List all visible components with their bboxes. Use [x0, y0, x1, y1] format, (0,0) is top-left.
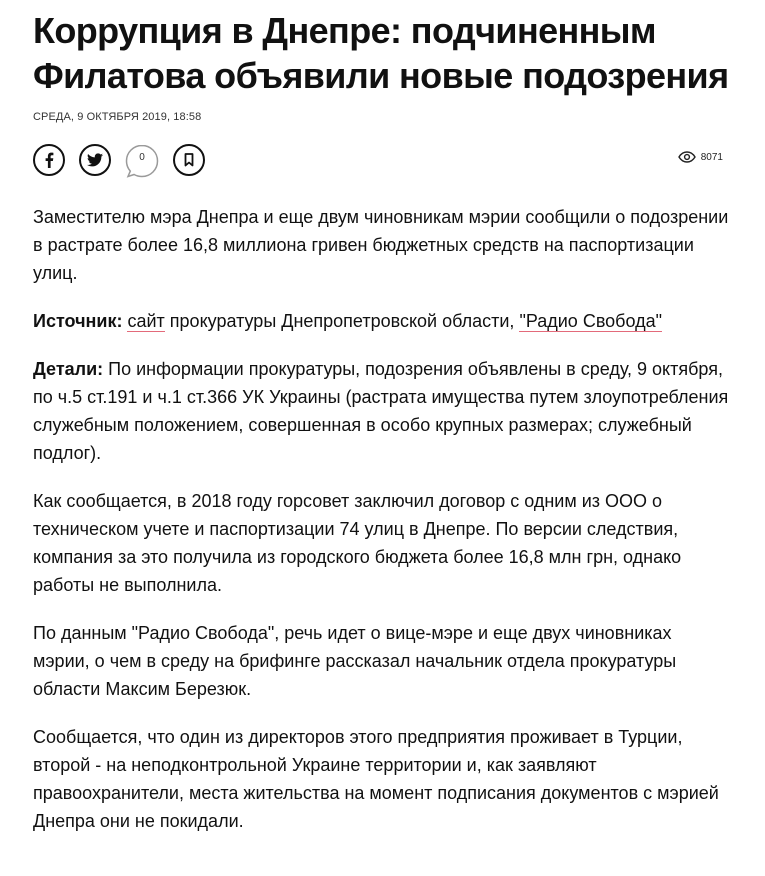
eye-icon	[678, 151, 696, 163]
paragraph-source	[33, 307, 733, 335]
article-body	[33, 203, 733, 835]
bookmark-button[interactable]	[173, 144, 205, 176]
views-count: 8071	[700, 151, 723, 163]
article-title: Коррупция в Днепре: подчиненным Филатова объявили новые подозрения	[33, 10, 729, 96]
bookmark-icon	[184, 153, 194, 167]
facebook-share-button[interactable]	[33, 144, 65, 176]
paragraph-intro: Заместителю мэра Днепра и еще двум чиновникам мэрии сообщили о подозрении в растрате более 16,8 миллиона гривен бюджетных средств на паспортизации улиц.	[33, 207, 729, 283]
paragraph-radio-svoboda: По данным "Радио Свобода", речь идет о вице-мэре и еще двух чиновниках мэрии, о чем в среду на брифинге рассказал начальник отдела прокуратуры области Максим Березюк.	[33, 623, 677, 699]
article	[33, 0, 733, 855]
details-text: По информации прокуратуры, подозрения объявлены в среду, 9 октября, по ч.5 ст.191 и ч.1 ст.366 УК Украины (растрата имущества путем злоупотребления служебным положением, совершенная в особо крупных размерах; служебный подлог).	[33, 359, 729, 463]
comments-button[interactable]	[125, 144, 159, 178]
facebook-icon	[42, 152, 56, 168]
share-bar	[33, 144, 723, 178]
article-date: СРЕДА, 9 ОКТЯБРЯ 2019, 18:58	[33, 111, 202, 123]
source-text: прокуратуры Днепропетровской области,	[164, 311, 520, 331]
source-link-prosecutor-site[interactable]: сайт	[127, 311, 165, 331]
paragraph-contract: Как сообщается, в 2018 году горсовет заключил договор с одним из ООО о техническом учете и паспортизации 74 улиц в Днепре. По версии следствия, компания за это получила из городского бюджета более 16,8 млн грн, однако работы не выполнила.	[33, 491, 682, 595]
details-label: Детали:	[33, 359, 104, 379]
twitter-share-button[interactable]	[79, 144, 111, 176]
comments-count: 0	[139, 152, 145, 163]
views-counter	[678, 151, 723, 163]
paragraph-details	[33, 355, 733, 467]
source-label: Источник:	[33, 311, 123, 331]
twitter-icon	[87, 153, 103, 167]
paragraph-directors: Сообщается, что один из директоров этого предприятия проживает в Турции, второй - на неподконтрольной Украине территории и, как заявляют правоохранители, места жительства на момент подписания документов с мэрией Днепра они не покидали.	[33, 727, 719, 831]
source-link-radio-svoboda[interactable]: "Радио Свобода"	[519, 311, 663, 331]
